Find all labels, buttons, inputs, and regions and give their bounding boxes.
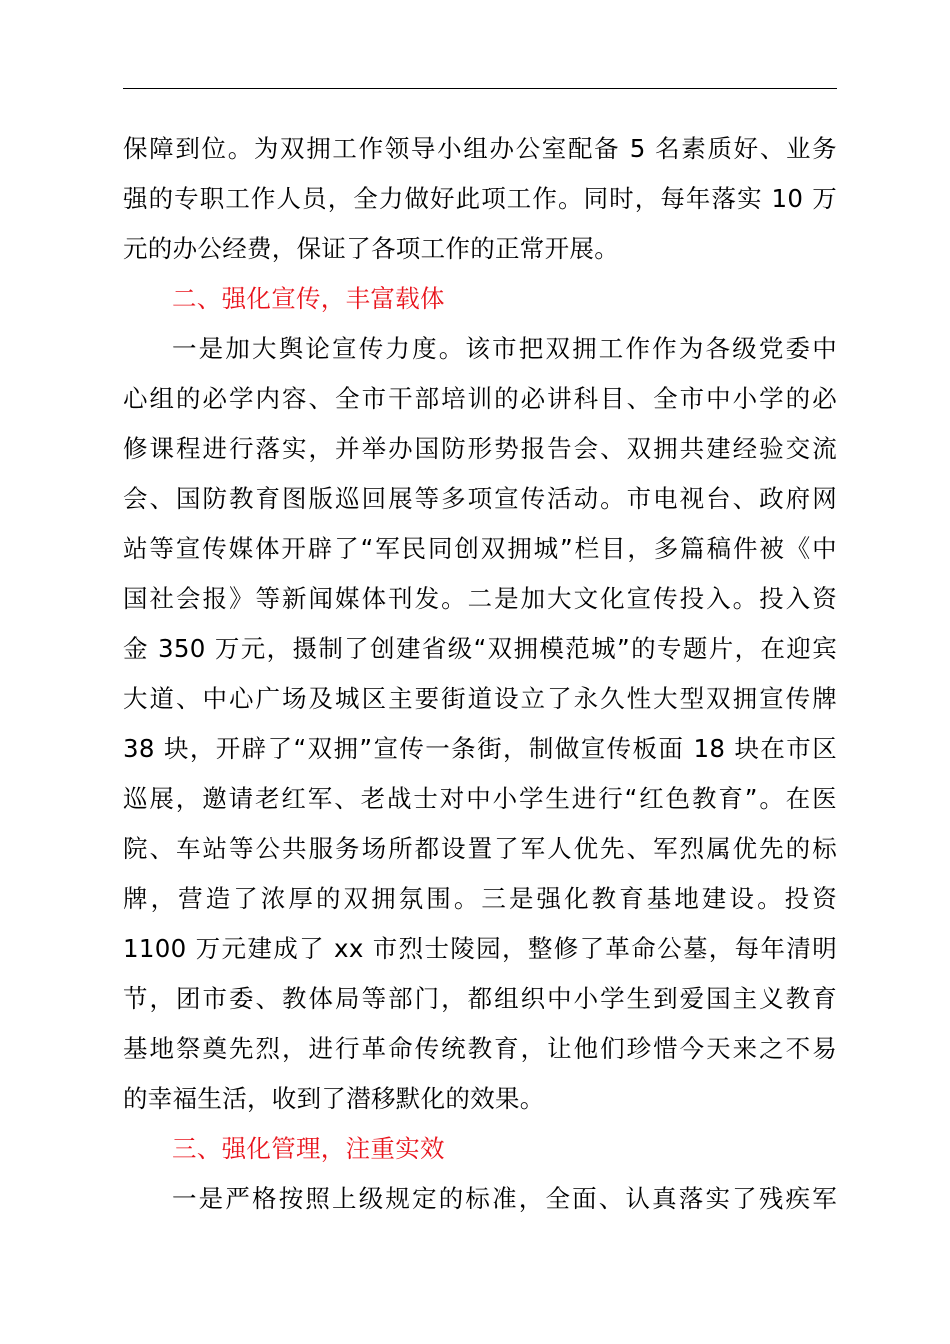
text-line: 巡展，邀请老红军、老战士对中小学生进行“红色教育”。在医 — [123, 784, 837, 813]
paragraph-management — [123, 1174, 837, 1224]
text-line: 强的专职工作人员，全力做好此项工作。同时，每年落实 10 万 — [123, 184, 837, 213]
text-line: 会、国防教育图版巡回展等多项宣传活动。市电视台、政府网 — [123, 484, 837, 513]
section-heading-three: 三、强化管理，注重实效 — [172, 1134, 445, 1163]
text-line: 38 块，开辟了“双拥”宣传一条街，制做宣传板面 18 块在市区 — [123, 734, 837, 763]
text-line: 一是加大舆论宣传力度。该市把双拥工作作为各级党委中 — [172, 334, 837, 363]
paragraph-publicity — [123, 324, 837, 1124]
text-line: 的幸福生活，收到了潜移默化的效果。 — [123, 1084, 545, 1113]
text-line: 站等宣传媒体开辟了“军民同创双拥城”栏目，多篇稿件被《中 — [123, 534, 837, 563]
text-line: 一是严格按照上级规定的标准，全面、认真落实了残疾军 — [172, 1184, 837, 1213]
text-line: 修课程进行落实，并举办国防形势报告会、双拥共建经验交流 — [123, 434, 837, 463]
text-line: 金 350 万元，摄制了创建省级“双拥模范城”的专题片，在迎宾 — [123, 634, 837, 663]
text-line: 心组的必学内容、全市干部培训的必讲科目、全市中小学的必 — [123, 384, 837, 413]
document-body — [123, 124, 837, 1224]
text-line: 牌，营造了浓厚的双拥氛围。三是强化教育基地建设。投资 — [123, 884, 837, 913]
paragraph-continued — [123, 124, 837, 274]
text-line: 大道、中心广场及城区主要街道设立了永久性大型双拥宣传牌 — [123, 684, 837, 713]
section-heading-two: 二、强化宣传，丰富载体 — [172, 284, 445, 313]
header-rule — [123, 88, 837, 89]
text-line: 保障到位。为双拥工作领导小组办公室配备 5 名素质好、业务 — [123, 134, 837, 163]
text-line: 节，团市委、教体局等部门，都组织中小学生到爱国主义教育 — [123, 984, 837, 1013]
text-line: 院、车站等公共服务场所都设置了军人优先、军烈属优先的标 — [123, 834, 837, 863]
text-line: 基地祭奠先烈，进行革命传统教育，让他们珍惜今天来之不易 — [123, 1034, 837, 1063]
text-line: 国社会报》等新闻媒体刊发。二是加大文化宣传投入。投入资 — [123, 584, 837, 613]
text-line: 1100 万元建成了 xx 市烈士陵园，整修了革命公墓，每年清明 — [123, 934, 837, 963]
text-line: 元的办公经费，保证了各项工作的正常开展。 — [123, 234, 619, 263]
